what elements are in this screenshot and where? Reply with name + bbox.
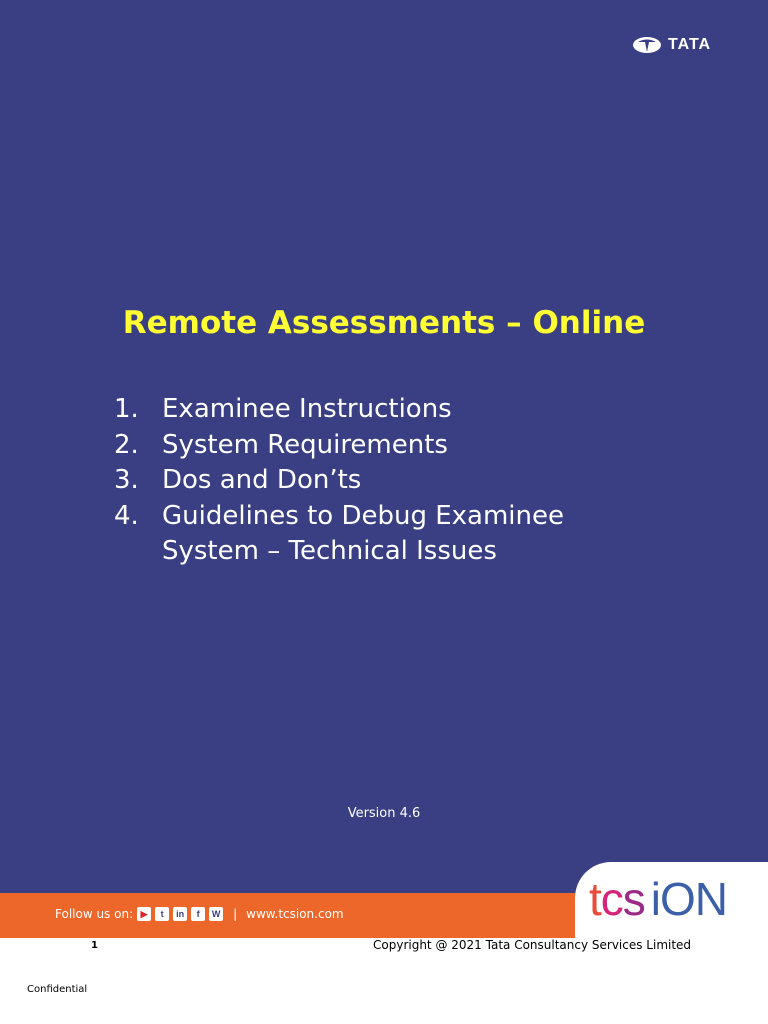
tata-logo — [632, 34, 711, 56]
list-item — [114, 428, 642, 464]
social-links — [55, 903, 344, 925]
document-title: Remote Assessments – Online — [122, 305, 646, 341]
copyright-notice: Copyright @ 2021 Tata Consultancy Services Limited — [373, 938, 692, 952]
item-number: 4. — [114, 500, 139, 531]
list-item — [114, 499, 642, 570]
contents-list — [114, 392, 642, 570]
tata-emblem-icon — [632, 36, 662, 54]
item-number: 2. — [114, 429, 139, 460]
item-text: Examinee Instructions — [162, 394, 452, 424]
facebook-icon[interactable]: f — [191, 907, 205, 921]
list-item — [114, 463, 642, 499]
tcs-ion-logo-panel — [575, 862, 768, 938]
item-text: Guidelines to Debug Examinee System – Technical Issues — [162, 500, 564, 566]
item-text: System Requirements — [162, 429, 448, 460]
tata-wordmark: TATA — [668, 36, 712, 53]
item-number: 3. — [114, 465, 139, 495]
divider: | — [233, 907, 238, 921]
item-number: 1. — [114, 394, 139, 424]
wordpress-icon[interactable]: W — [209, 907, 223, 921]
follow-label: Follow us on: — [55, 907, 134, 921]
youtube-icon[interactable]: ▶ — [137, 907, 151, 921]
page-number: 1 — [91, 940, 98, 951]
tcs-ion-logo: tcs iON — [589, 873, 728, 925]
list-item — [114, 392, 642, 428]
item-text: Dos and Don’ts — [162, 465, 362, 495]
version-label: Version 4.6 — [347, 806, 421, 821]
linkedin-icon[interactable]: in — [173, 907, 187, 921]
confidential-label: Confidential — [27, 984, 88, 995]
twitter-icon[interactable]: t — [155, 907, 169, 921]
website-link[interactable]: www.tcsion.com — [246, 907, 344, 921]
